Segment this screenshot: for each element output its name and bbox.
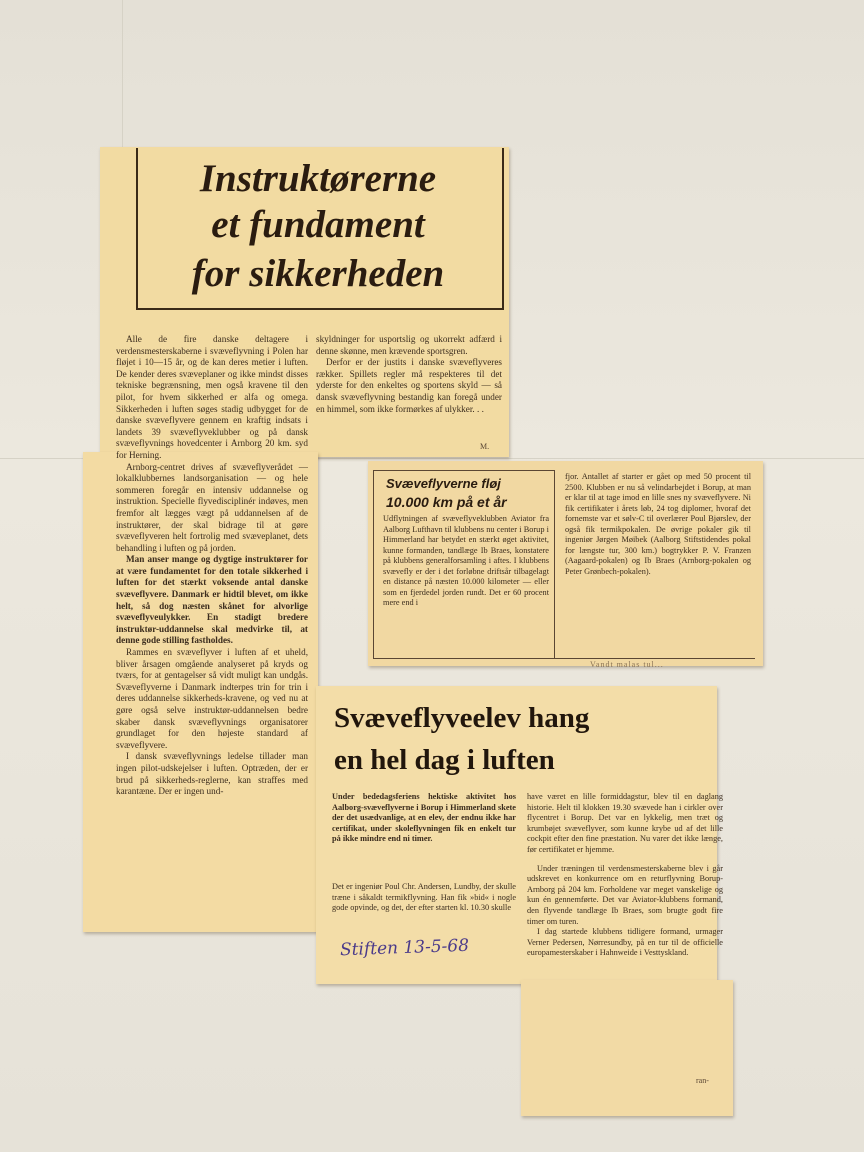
headline-line-2: 10.000 km på et år <box>386 494 507 510</box>
article3-lead: Under bededagsferiens hektiske aktivitet hos Aalborg-svæveflyverne i Borup i Himmerland skete der det usædvanlige, at en elev, der endnu ikke har certifikat, under skoleflyvningen fik en enkelt tur på ikke mindre end ni timer. <box>332 792 516 844</box>
headline-line-1: Instruktørerne <box>199 157 437 200</box>
paragraph: Rammes en svæveflyver i luften af et uheld, bliver årsagen omgående analyseret på kryds og tværs, for at gentagelser så vidt muligt kan undgås. Svæveflyverne i Danmark indterpes trin for trin i deres uddannelse sikkerheds-kravene, og ved nu at gøre også selve instruktør-uddannelsen bedre skaber dansk svæveflyvnings organisatorer grundlaget for den højeste standard af svæveflyvere. <box>116 647 308 750</box>
paragraph: I dag startede klubbens tidligere formand, urmager Verner Pedersen, Nørresundby, på en tur til de officielle europamesterskaber i Hahnweide i Vesttyskland. <box>527 927 723 958</box>
article3-column-1: Det er ingeniør Poul Chr. Andersen, Lundby, der skulle træne i såkaldt termikflyvning. Han fik »bid« i nogle gode opvinde, og det, der efter starten kl. 10.30 skulle <box>332 882 516 913</box>
box-rule-left <box>373 470 374 658</box>
handwritten-source-date: Stiften 13-5-68 <box>339 935 470 961</box>
article1-column-2 <box>316 334 502 415</box>
headline-line-1: Svæveflyveelev hang <box>334 702 590 734</box>
article3-signature: ran- <box>696 1076 709 1085</box>
headline-line-3: for sikkerheden <box>191 252 445 295</box>
page-fold-line-vertical <box>122 0 123 150</box>
paragraph: Under træningen til verdensmesterskaberne blev i går udskrevet en konkurrence om en returflyvning Borup-Arnborg på 204 km. Forholdene var meget vanskelige og kun én gennemførte. Det var Aviator-klubbens formand, den flyvende tandlæge Ib Braes, som brugte godt fire timer om turen. <box>527 863 723 926</box>
paragraph: Arnborg-centret drives af svæveflyverådet — lokalklubbernes landsorganisation — og hele sommeren foregår en intensiv uddannelse og instruktion. Specielle flyvedisciplinér indøves, men fremfor alt lægges vægt på uddannelsen af de instruktører, der skal bidrage til at gøre svæveflyveren helt fortrolig med svæveplanet, dets behandling i luften og på jorden. <box>116 461 308 553</box>
article3-column-2 <box>527 792 723 959</box>
clipping-svaeveflyveelev-tail <box>521 980 733 1116</box>
box-rule-bottom <box>373 658 755 659</box>
box-rule-middle <box>554 470 555 658</box>
headline-line-2: en hel dag i luften <box>334 744 555 776</box>
paragraph: Derfor er der justits i danske svæveflyveres rækker. Spillets regler må respekteres til det yderste for den enkeltes og sportens skyld — så dansk svæveflyvning bestandig kan foregå under en himmel, som ikke formørkes af ulykker. . . <box>316 357 502 414</box>
article1-signature: M. <box>480 442 490 451</box>
paragraph: I dansk svæveflyvnings ledelse tillader man ingen pilot-udskejelser i luften. Optræden, der er brud på sikkerheds-reglerne, kan straffes med karantæne. Der er ingen und- <box>116 751 308 797</box>
paragraph: skyldninger for usportslig og ukorrekt adfærd i denne skønne, men krævende sportsgren. <box>316 334 502 356</box>
article2-column-1: Udflytningen af svæveflyveklubben Aviator fra Aalborg Lufthavn til klubbens nu center i Borup i Himmerland har betydet en stærkt øget aktivitet, kunne formanden, tandlæge Ib Braes, konstatere på klubbens generalforsamling i aftes. I klubbens svævefly er der i det forløbne driftsår tilbagelagt en distance på næsten 10.000 kilometer — eller som en fjerdedel jorden rundt. Det er 60 procent mere end i <box>383 514 549 607</box>
article1-column-1 <box>116 334 308 798</box>
paragraph: Alle de fire danske deltagere i verdensmesterskaberne i svæveflyvning i Polen har fløjet i 10—15 år, og de kan deres metier i luften. De kender deres svæveplaner og ikke mindst disses tekniske begrænsning, men også kravene til den pilot, for hvem sikkerhed er alfa og omega. Sikkerheden i luften søges stadig udbygget for de danske svæveflyvere gennem en kraftig indsats i landets 39 svæveflyveklubber og på dansk svæveflyvnings hovedcenter i Arnborg 20 km. syd for Herning. <box>116 334 308 460</box>
cut-off-text: Vandt malas tul... <box>590 660 664 669</box>
box-rule-top <box>373 470 554 471</box>
article2-column-2: fjor. Antallet af starter er gået op med 50 procent til 2500. Klubben er nu så velindarbejdet i Borup, at man er klar til at tage imod en lille snes ny svæveflyvere. Ni fik certifikater i årets løb, 24 tog diplomer, hvoraf det fornemste var et sølv-C til overlærer Poul Bjørslev, der også fik termikpokalen. De øvrige pokaler gik til ingeniør Jørgen Møibek (Aalborg Stiftstidendes pokal for længste tur, 300 km.) bogtrykker P. V. Franzen (Aagaard-pokalen) og Ib Braes (Arnborg-pokalen og Peter Grønbech-pokalen). <box>565 472 751 576</box>
paragraph: Man anser mange og dygtige instruktører for at være fundamentet for den totale sikkerhed i luften for det stærkt voksende antal danske svæveflyvere. Danmark er hidtil blevet, om ikke helt, så dog næsten skånet for alvorlige svæveflyveulykker. En stadigt bredere instruktør-uddannelse skal medvirke til, at denne gode stilling fastholdes. <box>116 554 308 646</box>
paragraph: have været en lille formiddagstur, blev til en daglang historie. Helt til klokken 19.30 svævede han i cirkler over flycentret i Borup. Det var en lykkelig, men træt og krumbøjet svæveflyver, som kunne krybe ud af det lille cockpit efter den fine præstation. Nu varer det ikke længe, før certifikatet er hjemme. <box>527 792 723 854</box>
headline-line-2: et fundament <box>211 203 425 246</box>
headline-line-1: Svæveflyverne fløj <box>386 476 501 491</box>
